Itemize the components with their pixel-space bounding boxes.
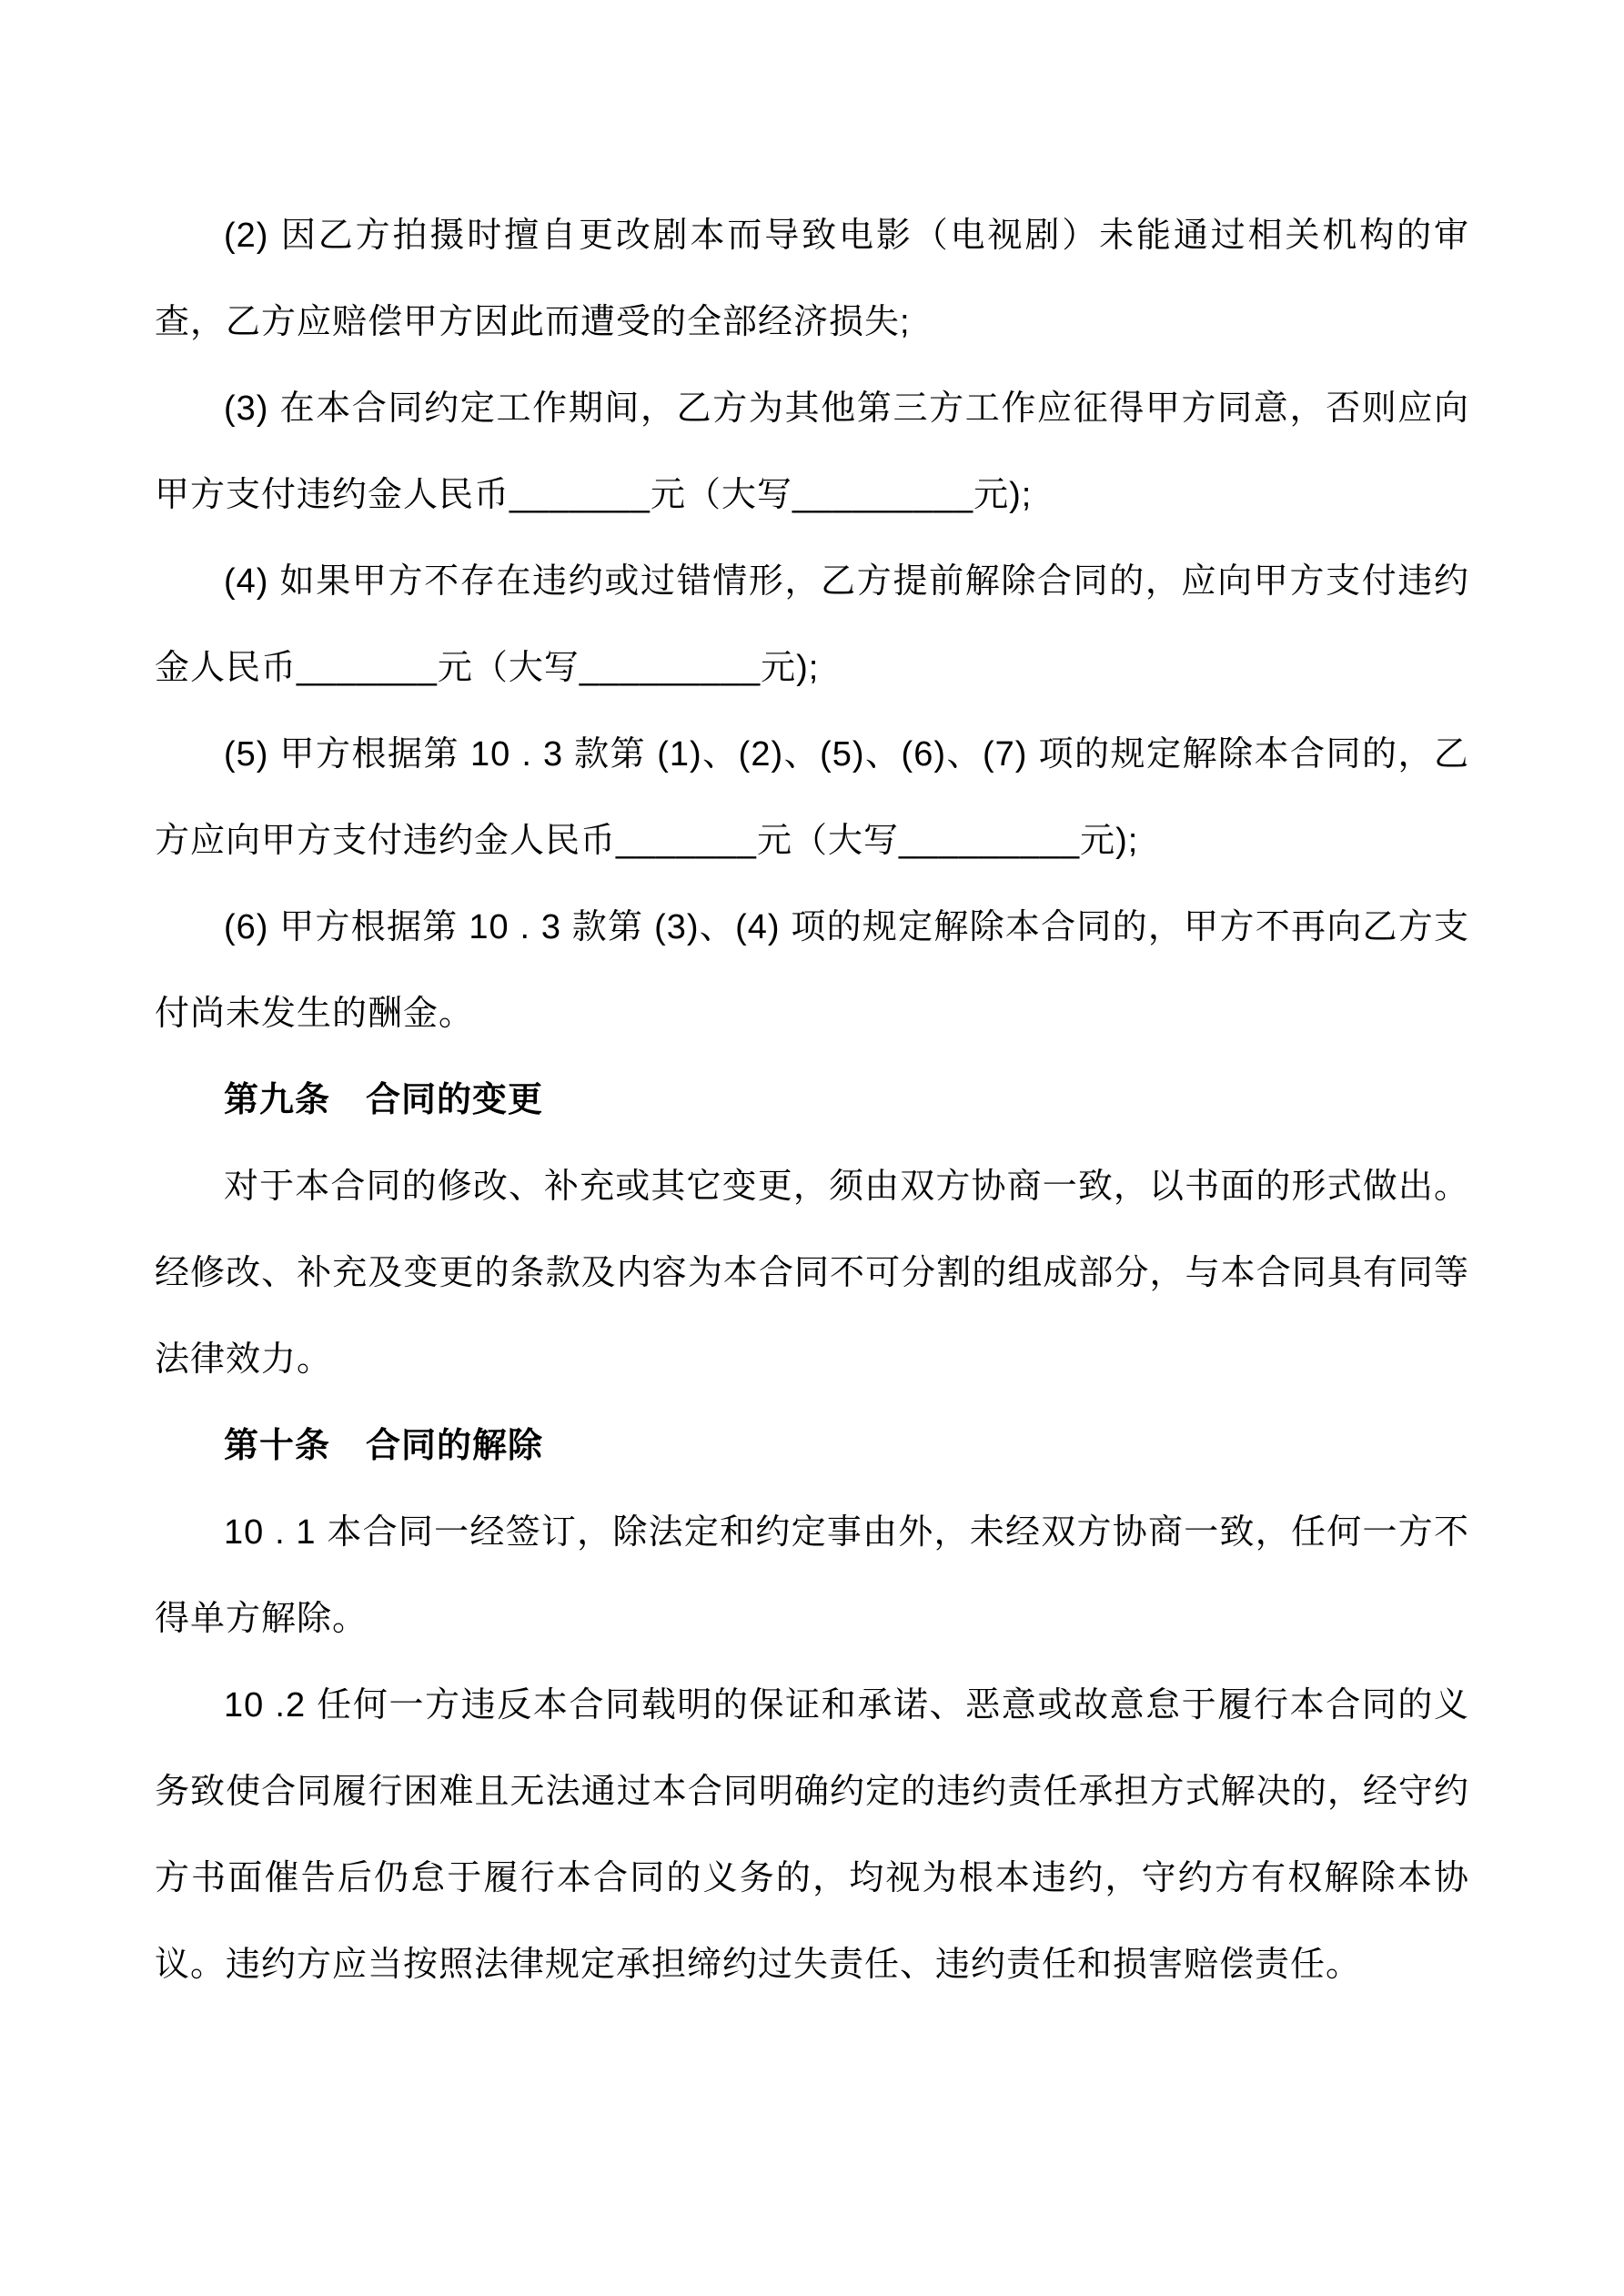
clause-item-6: (6) 甲方根据第 10 . 3 款第 (3)、(4) 项的规定解除本合同的，甲方不再向乙方支付尚未发生的酬金。 — [155, 908, 1469, 1033]
clause-item-3: (3) 在本合同约定工作期间，乙方为其他第三方工作应征得甲方同意，否则应向甲方支付违约金人民币_______元（大写_________元); — [155, 389, 1469, 514]
clause-item-2: (2) 因乙方拍摄时擅自更改剧本而导致电影（电视剧）未能通过相关机构的审查，乙方应赔偿甲方因此而遭受的全部经济损失; — [155, 217, 1469, 341]
heading-article-9: 第九条 合同的变更 — [224, 1081, 544, 1119]
paragraph-clause-10-2: 10 .2 任何一方违反本合同载明的保证和承诺、恶意或故意怠于履行本合同的义务致使合同履行困难且无法通过本合同明确约定的违约责任承担方式解决的，经守约方书面催告后仍怠于履行本合同的义务的，均视为根本违约，守约方有权解除本协议。违约方应当按照法律规定承担缔约过失责任、违约责任和损害赔偿责任。 — [155, 1686, 1469, 1984]
clause-item-4: (4) 如果甲方不存在违约或过错情形，乙方提前解除合同的，应向甲方支付违约金人民币_______元（大写_________元); — [155, 562, 1469, 687]
heading-article-10: 第十条 合同的解除 — [224, 1427, 544, 1465]
paragraph-article-9-body: 对于本合同的修改、补充或其它变更，须由双方协商一致，以书面的形式做出。经修改、补充及变更的条款及内容为本合同不可分割的组成部分，与本合同具有同等法律效力。 — [155, 1168, 1469, 1379]
paragraph-clause-10-1: 10 . 1 本合同一经签订，除法定和约定事由外，未经双方协商一致，任何一方不得单方解除。 — [155, 1513, 1469, 1638]
clause-item-5: (5) 甲方根据第 10 . 3 款第 (1)、(2)、(5)、(6)、(7) 项的规定解除本合同的，乙方应向甲方支付违约金人民币_______元（大写_________元); — [155, 735, 1469, 860]
